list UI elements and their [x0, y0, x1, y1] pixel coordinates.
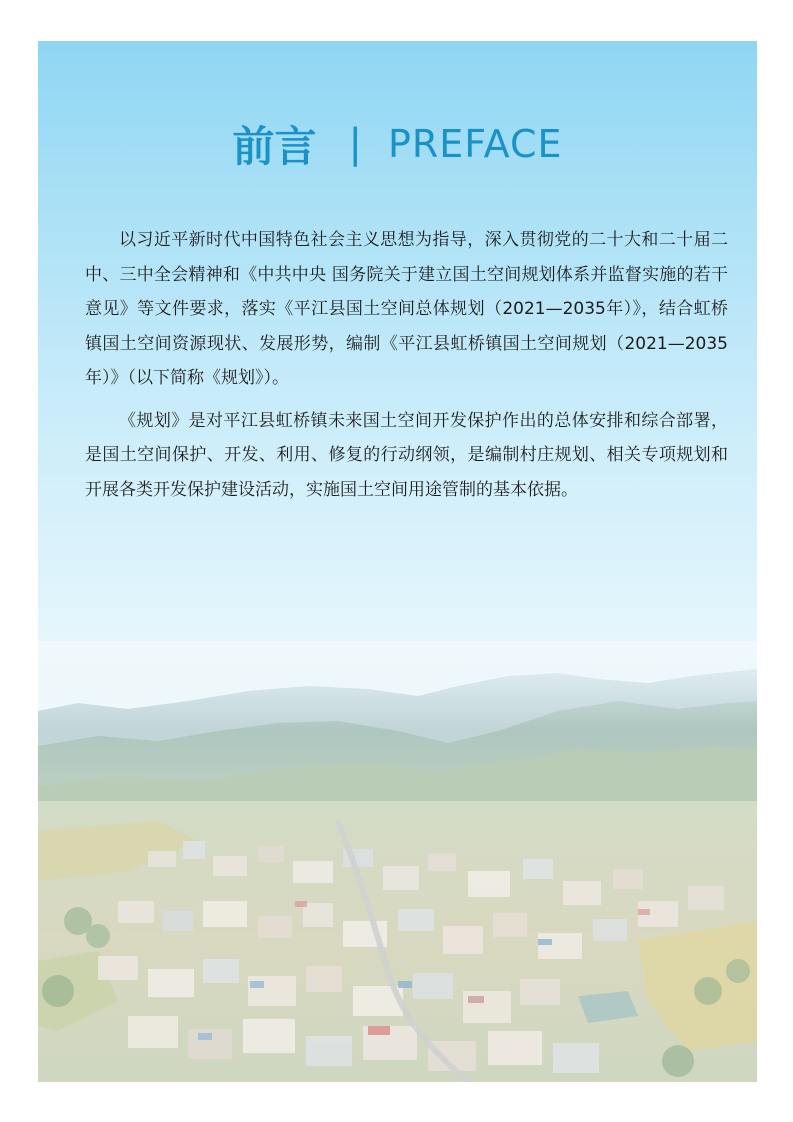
title-english: PREFACE: [387, 122, 563, 166]
preface-panel: [38, 41, 757, 1082]
title-separator: |: [348, 121, 362, 167]
page-title: [38, 114, 757, 174]
town-landscape-image: [38, 41, 757, 1082]
title-chinese: 前言: [232, 122, 317, 171]
image-fade-top: [38, 641, 757, 731]
paragraph-1: 以习近平新时代中国特色社会主义思想为指导，深入贯彻党的二十大和二十届二中、三中全会精神和《中共中央 国务院关于建立国土空间规划体系并监督实施的若干意见》等文件要求，落实《平江县国土空间总体规划（2021—2035年）》，结合虹桥镇国土空间资源现状、发展形势，编制《平江县虹桥镇国土空间规划（2021—2035年）》（以下简称《规划》）。: [85, 230, 728, 388]
preface-body: [85, 223, 728, 515]
paragraph-2: 《规划》是对平江县虹桥镇未来国土空间开发保护作出的总体安排和综合部署，是国土空间保护、开发、利用、修复的行动纲领，是编制村庄规划、相关专项规划和开展各类开发保护建设活动，实施国土空间用途管制的基本依据。: [85, 410, 728, 500]
